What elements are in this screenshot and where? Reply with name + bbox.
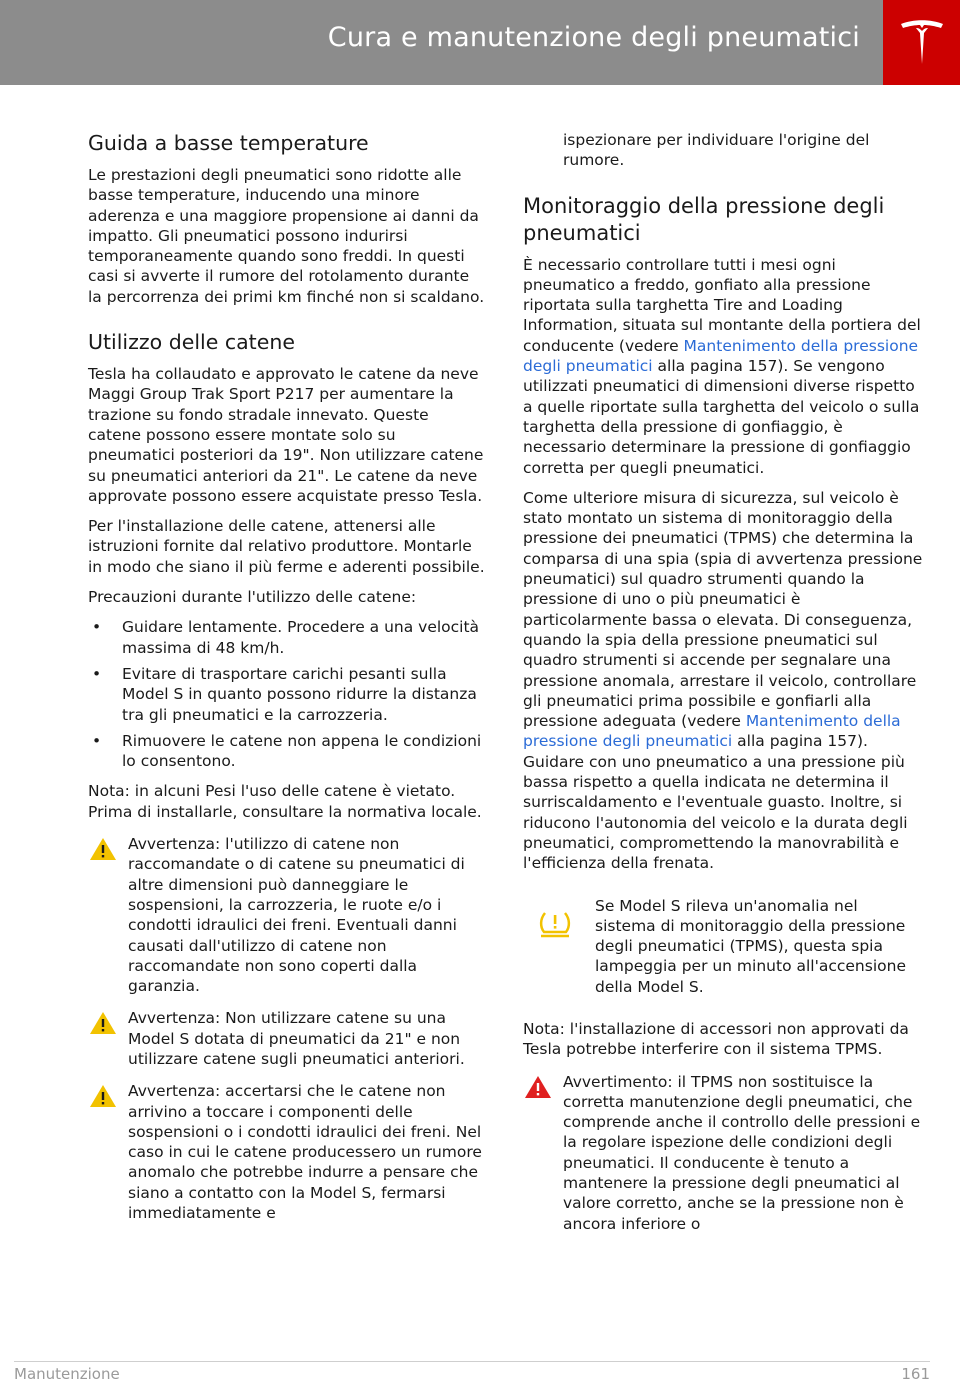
footer-divider: [14, 1361, 930, 1362]
tpms-indicator-block: [523, 896, 923, 997]
caution-block: [88, 834, 486, 996]
left-column: [88, 130, 486, 1223]
caution-text: Avvertenza: l'utilizzo di catene non raccomandate o di catene su pneumatici di altre dimensioni può danneggiare le sospensioni, la carrozzeria, le ruote e/o i condotti idraulici dei freni. Eventuali danni causati dall'utilizzo di catene non raccomandate non sono coperti dalla garanzia.: [128, 835, 465, 996]
text-run: alla pagina 157). Se vengono utilizzati pneumatici di dimensioni diverse rispetto a quelle riportate sulla targhetta del veicolo o sulla targhetta della pressione di gonfiaggio, è necessario determinare la pressione di gonfiaggio corretta per quegli pneumatici.: [523, 357, 920, 477]
warning-text: Avvertimento: il TPMS non sostituisce la corretta manutenzione degli pneumatici, che comprende anche il controllo delle pressioni e la regolare ispezione delle condizioni degli pneumatici. Il conducente è tenuto a mantenere la pressione degli pneumatici al valore corretto, anche se la pressione non è ancora inferiore o: [563, 1072, 921, 1233]
caution-icon: [88, 836, 118, 862]
list-item: • Evitare di trasportare carichi pesanti sulla Model S in quanto possono ridurre la distanza tra gli pneumatici e la carrozzeria.: [88, 664, 486, 725]
footer-section: Manutenzione: [14, 1365, 120, 1383]
text-run: Come ulteriore misura di sicurezza, sul veicolo è stato montato un sistema di monitoraggio della pressione dei pneumatici (TPMS) che determina la comparsa di una spia (spia di avvertenza pressione pneumatici) sul quadro strumenti quando la pressione di uno o più pneumatici è particolarmente bassa o elevata. Di conseguenza, quando la spia della pressione pneumatici sul quadro strumenti si accende per segnalare una pressione anomala, arrestare il veicolo, controllare gli pneumatici prima possibile e gonfiarli alla pressione adeguata (vedere: [523, 488, 923, 731]
paragraph: [523, 255, 923, 478]
precautions-list: [88, 617, 486, 771]
text-run: alla pagina 157). Guidare con uno pneumatico a una pressione più bassa rispetto a quella indicata ne determina il surriscaldamento e l'eventuale guasto. Inoltre, si riducono l'autonomia del veicolo e la durata degli pneumatici, compromettendo la manovrabilità e l'efficienza della frenata.: [523, 732, 908, 873]
section-title-tpms: Monitoraggio della pressione degli pneumatici: [523, 193, 885, 245]
paragraph: Le prestazioni degli pneumatici sono ridotte alle basse temperature, inducendo una minore aderenza e una maggiore propensione ai danni da impatto. Gli pneumatici possono indurirsi temporaneamente quando sono freddi. In questi casi si avverte il rumore del rotolamento durante la percorrenza dei primi km finché non si scaldano.: [88, 166, 485, 306]
caution-icon: [88, 1010, 118, 1036]
paragraph: [523, 488, 923, 874]
tesla-logo-icon: [899, 18, 945, 68]
link-tire-pressure[interactable]: Mantenimento della pressione degli pneumatici: [523, 712, 901, 751]
paragraph: Tesla ha collaudato e approvato le catene da neve Maggi Group Trak Sport P217 per aumentare la trazione su fondo stradale innevato. Queste catene possono essere montate solo su pneumatici posteriori da 19". Non utilizzare catene su pneumatici anteriori da 21". Le catene da neve approvate possono essere acquistate presso Tesla.: [88, 365, 484, 505]
note: Nota: in alcuni Pesi l'uso delle catene è vietato. Prima di installarle, consultare la normativa locale.: [88, 782, 482, 821]
caution-text: Avvertenza: accertarsi che le catene non arrivino a toccare i componenti delle sospensioni o i condotti idraulici dei freni. Nel caso in cui le catene producessero un rumore anomalo che potrebbe indurre a pensare che siano a contatto con la Model S, fermarsi immediatamente e: [128, 1082, 482, 1223]
page-title: Cura e manutenzione degli pneumatici: [327, 22, 860, 53]
continued-text: ispezionare per individuare l'origine del rumore.: [563, 131, 870, 170]
note: Nota: l'installazione di accessori non approvati da Tesla potrebbe interferire con il sistema TPMS.: [523, 1019, 909, 1059]
caution-block: [88, 1081, 486, 1223]
list-item: • Rimuovere le catene non appena le condizioni lo consentono.: [88, 731, 486, 772]
caution-block: [88, 1008, 486, 1069]
tpms-text: Se Model S rileva un'anomalia nel sistema di monitoraggio della pressione degli pneumatici (TPMS), questa spia lampeggia per un minuto all'accensione della Model S.: [595, 896, 906, 996]
caution-text: Avvertenza: Non utilizzare catene su una Model S dotata di pneumatici da 21" e non utilizzare catene sugli pneumatici anteriori.: [128, 1009, 465, 1068]
section-title-chains: Utilizzo delle catene: [88, 330, 295, 355]
section-title-cold: Guida a basse temperature: [88, 131, 369, 155]
link-tire-pressure[interactable]: Mantenimento della pressione degli pneumatici: [523, 336, 919, 376]
list-item: • Guidare lentamente. Procedere a una velocità massima di 48 km/h.: [88, 617, 486, 658]
logo-box: [883, 0, 960, 85]
text-run: È necessario controllare tutti i mesi ogni pneumatico a freddo, gonfiato alla pressione riportata sulla targhetta Tire and Loading Information, situata sul montante della portiera del conducente (vedere: [523, 255, 921, 355]
paragraph: Per l'installazione delle catene, attenersi alle istruzioni fornite dal relativo produttore. Montarle in modo che siano il più ferme e aderenti possibile.: [88, 517, 485, 576]
paragraph: Precauzioni durante l'utilizzo delle catene:: [88, 588, 417, 607]
tpms-warning-icon: [538, 909, 572, 939]
caution-icon: [88, 1083, 118, 1109]
warning-block: [523, 1072, 923, 1234]
right-column: [523, 130, 923, 1234]
page-number: 161: [901, 1365, 930, 1383]
warning-icon: [523, 1074, 553, 1100]
